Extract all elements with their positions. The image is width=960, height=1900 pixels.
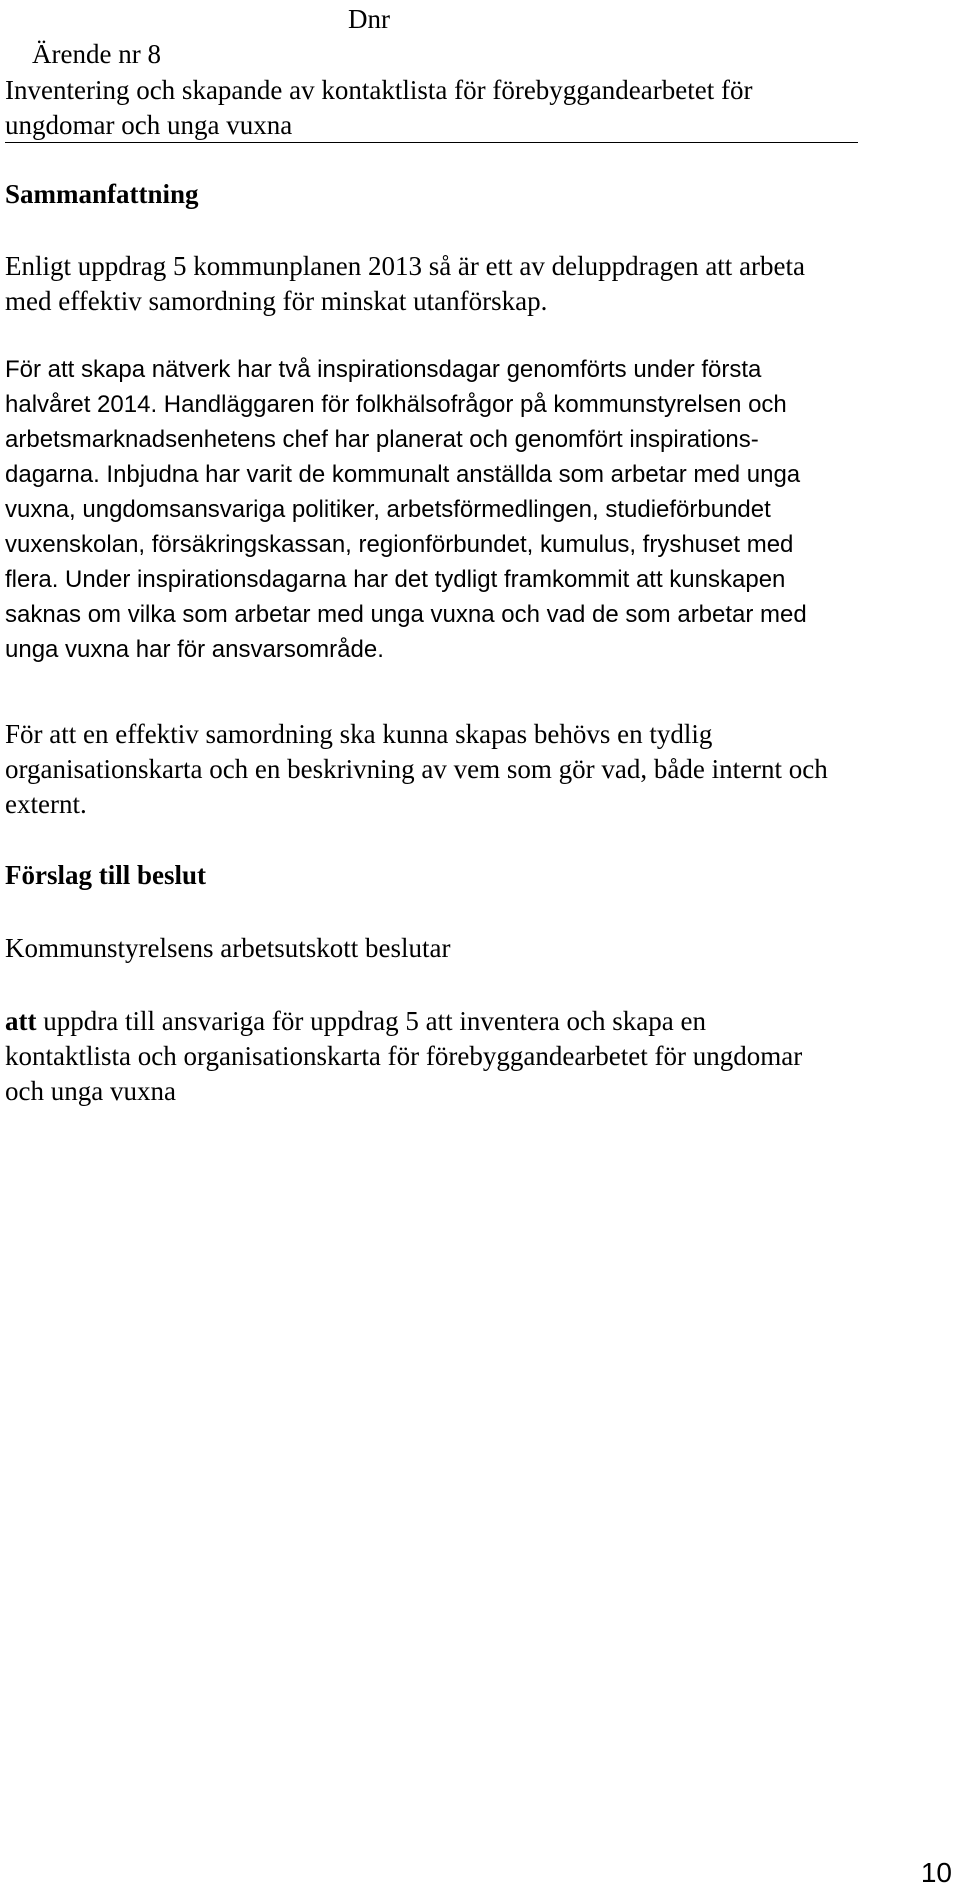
decision-text (5, 1004, 802, 1109)
case-number: Ärende nr 8 (32, 39, 161, 69)
proposal-heading: Förslag till beslut (5, 860, 206, 890)
text-line: För att skapa nätverk har två inspirationsdagar genomförts under första (5, 356, 762, 383)
text-line: vuxna, ungdomsansvariga politiker, arbetsförmedlingen, studieförbundet (5, 496, 771, 523)
text-line: flera. Under inspirationsdagarna har det tydligt framkommit att kunskapen (5, 566, 786, 593)
summary-paragraph-2 (5, 352, 807, 667)
text-line: kontaktlista och organisationskarta för förebyggandearbetet för ungdomar (5, 1041, 803, 1071)
title-line: Inventering och skapande av kontaktlista för förebyggandearbetet för (5, 75, 753, 105)
text-line: och unga vuxna (5, 1076, 176, 1106)
title-line: ungdomar och unga vuxna (5, 110, 293, 140)
summary-heading: Sammanfattning (5, 179, 199, 209)
text-line: halvåret 2014. Handläggaren för folkhälsofrågor på kommunstyrelsen och (5, 391, 787, 418)
text-line: unga vuxna har för ansvarsområde. (5, 636, 384, 663)
text-line (5, 1004, 802, 1039)
page-number: 10 (920, 1857, 952, 1888)
title-underline (5, 142, 858, 143)
text-line: Enligt uppdrag 5 kommunplanen 2013 så är ett av deluppdragen att arbeta (5, 251, 806, 281)
text-line: externt. (5, 789, 87, 819)
text-line: organisationskarta och en beskrivning av vem som gör vad, både internt och (5, 754, 828, 784)
summary-paragraph-1 (5, 249, 805, 319)
text-line: dagarna. Inbjudna har varit de kommunalt anställda som arbetar med unga (5, 461, 801, 488)
text-line: För att en effektiv samordning ska kunna skapas behövs en tydlig (5, 719, 713, 749)
dnr-label: Dnr (348, 4, 390, 34)
decision-line-rest: uppdra till ansvariga för uppdrag 5 att inventera och skapa en (36, 1006, 706, 1036)
att-keyword: att (5, 1006, 37, 1036)
document-page (5, 0, 950, 1900)
proposal-intro: Kommunstyrelsens arbetsutskott beslutar (5, 933, 451, 963)
document-title (5, 73, 752, 143)
text-line: saknas om vilka som arbetar med unga vuxna och vad de som arbetar med (5, 601, 807, 628)
text-line: med effektiv samordning för minskat utanförskap. (5, 286, 548, 316)
summary-paragraph-3 (5, 717, 828, 822)
text-line: arbetsmarknadsenhetens chef har planerat och genomfört inspirations- (5, 426, 759, 453)
text-line: vuxenskolan, försäkringskassan, regionförbundet, kumulus, fryshuset med (5, 531, 794, 558)
